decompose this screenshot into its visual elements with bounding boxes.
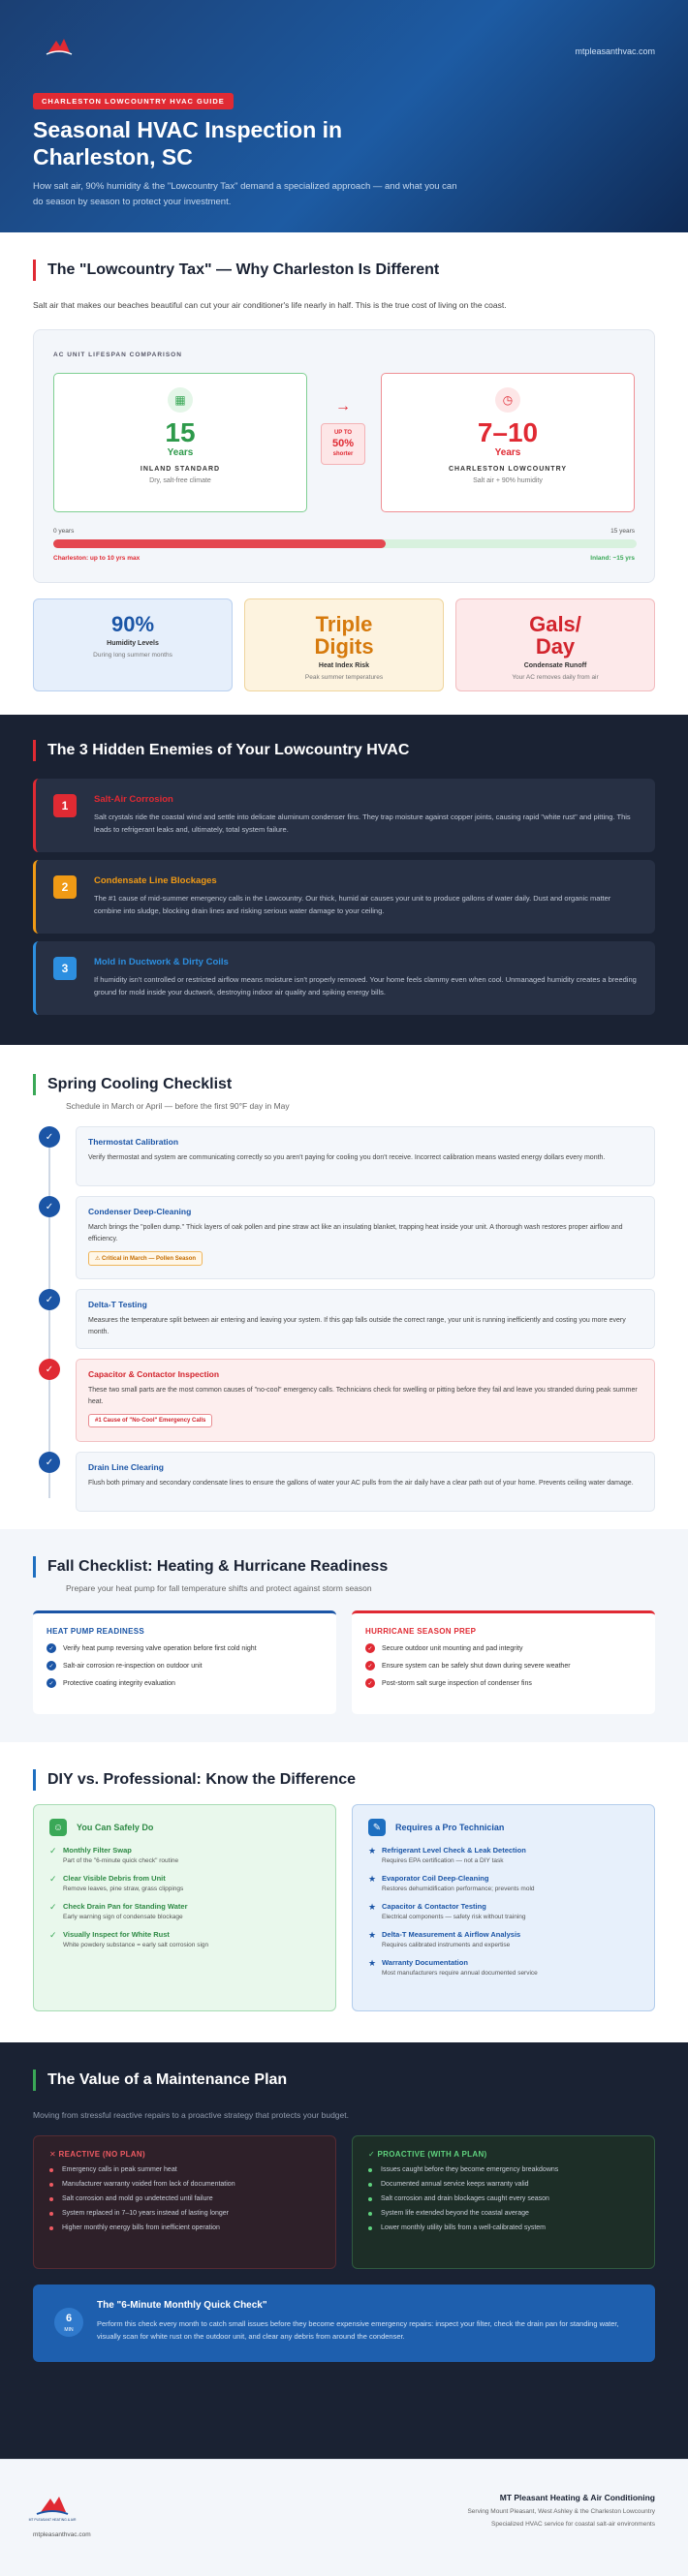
item-text: Emergency calls in peak summer heat xyxy=(62,2166,177,2173)
person-icon: ☺ xyxy=(49,1819,67,1836)
column-header xyxy=(368,1819,639,1836)
item-text: Salt-air corrosion re-inspection on outdoor unit xyxy=(63,1662,203,1670)
item-title: Thermostat Calibration xyxy=(88,1137,179,1147)
item-text: Lower monthly utility bills from a well-calibrated system xyxy=(381,2224,546,2231)
item-desc: Requires EPA certification — not a DIY task xyxy=(382,1857,504,1864)
check-icon: ✓ xyxy=(47,1678,56,1688)
inland-years-unit: Years xyxy=(167,447,194,458)
stat-desc: Peak summer temperatures xyxy=(304,674,384,681)
hero-subtitle: How salt air, 90% humidity & the "Lowcountry Tax" demand a specialized approach — and what you can do season by season to protect your investment. xyxy=(33,181,457,207)
charleston-caption: Charleston: up to 10 yrs max xyxy=(53,555,141,562)
scale-max: 15 years xyxy=(610,528,635,535)
item-title: Drain Line Clearing xyxy=(88,1462,164,1472)
diy-column xyxy=(33,1804,336,2011)
comparison-badge xyxy=(321,398,365,465)
enemy-card xyxy=(33,860,655,934)
pro-item xyxy=(368,1930,639,1948)
check-icon: ✓ xyxy=(49,1846,57,1855)
stat-label: Heat Index Risk xyxy=(318,662,370,669)
enemy-title: Condensate Line Blockages xyxy=(94,875,217,886)
item-text: Higher monthly energy bills from inefficient operation xyxy=(62,2224,220,2231)
pollen-warning-badge: ⚠ Critical in March — Pollen Season xyxy=(88,1251,203,1266)
item-desc: Restores dehumidification performance; prevents mold xyxy=(382,1886,535,1892)
charleston-label: CHARLESTON LOWCOUNTRY xyxy=(448,466,568,473)
section-intro: Schedule in March or April — before the first 90°F day in May xyxy=(66,1101,290,1111)
stat-label: Humidity Levels xyxy=(107,640,159,647)
inland-lifespan-card xyxy=(53,373,307,512)
spring-checklist-section xyxy=(0,1045,688,1529)
card-title: ✓ PROACTIVE (WITH A PLAN) xyxy=(368,2150,487,2159)
enemy-card xyxy=(33,941,655,1015)
section-title: Spring Cooling Checklist xyxy=(33,1074,232,1095)
lifespan-bar-fill xyxy=(53,539,386,548)
section-intro: Moving from stressful reactive repairs to a proactive strategy that protects your budget. xyxy=(33,2110,349,2120)
stat-value: Gals/ Day xyxy=(529,612,581,659)
enemy-title: Mold in Ductwork & Dirty Coils xyxy=(94,957,229,967)
clock-icon: ◷ xyxy=(495,387,520,413)
section-intro: Prepare your heat pump for fall temperature shifts and protect against storm season xyxy=(66,1583,372,1593)
list-item xyxy=(49,2195,320,2202)
inland-caption: Inland: ~15 yrs xyxy=(590,555,635,562)
card-title: HURRICANE SEASON PREP xyxy=(365,1627,477,1636)
item-desc: Most manufacturers require annual documented service xyxy=(382,1970,538,1977)
check-icon: ✓ xyxy=(365,1678,375,1688)
item-text: Ensure system can be safely shut down during severe weather xyxy=(382,1662,571,1670)
lowcountry-tax-section xyxy=(0,232,688,715)
item-text: Verify heat pump reversing valve operation before first cold night xyxy=(63,1644,257,1652)
diy-item xyxy=(49,1846,320,1864)
item-text: Protective coating integrity evaluation xyxy=(63,1679,175,1687)
list-item xyxy=(47,1643,323,1653)
pro-item xyxy=(368,1846,639,1864)
item-title: Condenser Deep-Cleaning xyxy=(88,1207,192,1216)
item-text: Issues caught before they become emergency breakdowns xyxy=(381,2166,559,2173)
checklist-item xyxy=(76,1196,655,1279)
shorter-badge xyxy=(321,423,365,465)
stat-card-runoff xyxy=(455,598,655,691)
company-name: MT Pleasant Heating & Air Conditioning xyxy=(499,2493,655,2502)
item-title: Capacitor & Contactor Inspection xyxy=(88,1369,220,1379)
timer-unit: MIN xyxy=(64,2327,74,2333)
item-title: Capacitor & Contactor Testing xyxy=(382,1902,486,1911)
item-desc: Flush both primary and secondary condensate lines to ensure the gallons of water your AC pulls from the air daily have a clear path out of your home. Prevents ceiling water damage. xyxy=(88,1480,634,1487)
quick-check-banner xyxy=(33,2285,655,2362)
item-desc: These two small parts are the most common causes of "no-cool" emergency calls. Technicians check for swelling or pitting before they fail and leave you stranded during peak summer heat. xyxy=(88,1387,638,1405)
star-icon: ★ xyxy=(368,1930,377,1940)
diy-item xyxy=(49,1874,320,1892)
list-item xyxy=(368,2166,639,2173)
list-item xyxy=(49,2224,320,2231)
footer-info xyxy=(467,2493,655,2528)
maintenance-plan-section xyxy=(0,2042,688,2459)
section-title: The 3 Hidden Enemies of Your Lowcountry HVAC xyxy=(33,740,409,761)
list-item xyxy=(49,2166,320,2173)
tagline: Specialized HVAC service for coastal salt-air environments xyxy=(491,2521,655,2528)
check-icon: ✓ xyxy=(49,1902,57,1912)
item-text: Secure outdoor unit mounting and pad integrity xyxy=(382,1644,523,1652)
star-icon: ★ xyxy=(368,1846,377,1855)
section-title: The Value of a Maintenance Plan xyxy=(33,2070,287,2091)
item-desc: Requires calibrated instruments and expertise xyxy=(382,1942,511,1948)
stat-value: Triple Digits xyxy=(314,612,374,659)
list-item xyxy=(47,1661,323,1671)
panel-title: AC UNIT LIFESPAN COMPARISON xyxy=(53,352,182,358)
item-title: Delta-T Testing xyxy=(88,1300,147,1309)
proactive-card xyxy=(352,2135,655,2269)
no-cool-badge: #1 Cause of "No-Cool" Emergency Calls xyxy=(88,1414,212,1427)
checklist-item xyxy=(76,1359,655,1442)
item-desc: Verify thermostat and system are communicating correctly so you aren't paying for cooling you don't receive. Incorrect calibration means wasted energy dollars every month. xyxy=(88,1154,606,1161)
hurricane-card xyxy=(352,1610,655,1714)
item-desc: Measures the temperature split between air entering and leaving your system. If this gap falls outside the correct range, your unit is running inefficiently and costing you more every month. xyxy=(88,1317,626,1335)
pro-item xyxy=(368,1902,639,1920)
timer-value: 6 xyxy=(65,2313,73,2324)
page-title: Seasonal HVAC Inspection in Charleston, SC xyxy=(33,117,343,169)
item-text: Salt corrosion and drain blockages caught every season xyxy=(381,2195,549,2202)
item-desc: White powdery substance = early salt corrosion sign xyxy=(63,1942,209,1948)
item-text: Documented annual service keeps warranty valid xyxy=(381,2181,529,2188)
list-item xyxy=(368,2210,639,2217)
item-text: Manufacturer warranty voided from lack of documentation xyxy=(62,2181,235,2188)
badge-post: shorter xyxy=(332,451,354,457)
check-icon: ✓ xyxy=(365,1661,375,1671)
check-icon: ✓ xyxy=(47,1643,56,1653)
item-title: Visually Inspect for White Rust xyxy=(63,1930,170,1939)
checklist-item xyxy=(76,1126,655,1186)
item-title: Check Drain Pan for Standing Water xyxy=(63,1902,188,1911)
pro-column xyxy=(352,1804,655,2011)
company-logo[interactable] xyxy=(45,33,74,63)
enemy-title: Salt-Air Corrosion xyxy=(94,794,173,805)
footer-logo[interactable] xyxy=(28,2489,77,2529)
scale-min: 0 years xyxy=(53,528,75,535)
check-icon: ✓ xyxy=(39,1359,60,1380)
item-title: Clear Visible Debris from Unit xyxy=(63,1874,166,1883)
enemy-number: 3 xyxy=(53,957,77,980)
timeline-line xyxy=(48,1140,50,1498)
fall-checklist-section xyxy=(0,1529,688,1742)
list-item xyxy=(368,2224,639,2231)
hidden-enemies-section xyxy=(0,715,688,1045)
item-text: Salt corrosion and mold go undetected until failure xyxy=(62,2195,213,2202)
banner-title: The "6-Minute Monthly Quick Check" xyxy=(97,2300,267,2311)
item-desc: Electrical components — safety risk without training xyxy=(382,1914,526,1920)
diy-item xyxy=(49,1930,320,1948)
card-title: HEAT PUMP READINESS xyxy=(47,1627,144,1636)
list-item xyxy=(365,1643,641,1653)
pro-item xyxy=(368,1874,639,1892)
stat-label: Condensate Runoff xyxy=(523,662,587,669)
site-url[interactable]: mtpleasanthvac.com xyxy=(575,46,655,56)
list-item xyxy=(368,2195,639,2202)
check-icon: ✓ xyxy=(39,1289,60,1310)
inland-desc: Dry, salt-free climate xyxy=(149,477,211,484)
item-text: System replaced in 7–10 years instead of lasting longer xyxy=(62,2210,229,2217)
enemy-desc: The #1 cause of mid-summer emergency calls in the Lowcountry. Our thick, humid air causes your unit to produce gallons of water daily. Dust and organic matter combine into sludge, blocking drain lines and risking serious water damage to your ceiling. xyxy=(94,894,611,915)
section-title: The "Lowcountry Tax" — Why Charleston Is Different xyxy=(33,260,439,281)
stat-card-humidity xyxy=(33,598,233,691)
star-icon: ★ xyxy=(368,1874,377,1884)
charleston-years-value: 7–10 xyxy=(477,417,539,447)
column-title: You Can Safely Do xyxy=(77,1823,154,1832)
item-desc: Remove leaves, pine straw, grass clippings xyxy=(63,1886,184,1892)
svg-text:MT PLEASANT HEATING & AIR: MT PLEASANT HEATING & AIR xyxy=(28,2518,77,2522)
checklist-item xyxy=(76,1289,655,1349)
column-header xyxy=(49,1819,320,1836)
list-item xyxy=(49,2210,320,2217)
diy-vs-pro-section xyxy=(0,1742,688,2042)
check-icon: ✓ xyxy=(49,1874,57,1884)
pro-item xyxy=(368,1958,639,1977)
stat-value: 90% xyxy=(110,612,155,636)
charleston-years-unit: Years xyxy=(494,447,521,458)
item-title: Evaporator Coil Deep-Cleaning xyxy=(382,1874,489,1883)
inland-years-value: 15 xyxy=(165,417,196,447)
item-title: Delta-T Measurement & Airflow Analysis xyxy=(382,1930,521,1939)
item-desc: Early warning sign of condensate blockage xyxy=(63,1914,183,1920)
section-title: Fall Checklist: Heating & Hurricane Readiness xyxy=(33,1556,388,1578)
list-item xyxy=(49,2181,320,2188)
timer-badge xyxy=(54,2308,83,2337)
checklist-item xyxy=(76,1452,655,1512)
lifespan-bar xyxy=(53,539,637,548)
lifespan-panel xyxy=(33,329,655,583)
grid-icon: ▦ xyxy=(168,387,193,413)
hero-section xyxy=(0,0,688,232)
diy-item xyxy=(49,1902,320,1920)
list-item xyxy=(365,1678,641,1688)
footer-url[interactable]: mtpleasanthvac.com xyxy=(33,2531,91,2538)
charleston-lifespan-card xyxy=(381,373,635,512)
check-icon: ✓ xyxy=(39,1126,60,1148)
section-title: DIY vs. Professional: Know the Difference xyxy=(33,1769,356,1791)
guide-tag: CHARLESTON LOWCOUNTRY HVAC GUIDE xyxy=(33,93,234,109)
enemy-card xyxy=(33,779,655,852)
list-item xyxy=(47,1678,323,1688)
inland-label: INLAND STANDARD xyxy=(140,466,221,473)
stat-desc: Your AC removes daily from air xyxy=(512,674,599,681)
check-icon: ✓ xyxy=(47,1661,56,1671)
item-text: Post-storm salt surge inspection of condenser fins xyxy=(382,1679,532,1687)
column-title: Requires a Pro Technician xyxy=(395,1823,505,1832)
charleston-desc: Salt air + 90% humidity xyxy=(473,477,543,484)
heat-pump-card xyxy=(33,1610,336,1714)
card-title: ✕ REACTIVE (NO PLAN) xyxy=(49,2150,145,2159)
arrow-right-icon: → xyxy=(335,398,351,414)
check-icon: ✓ xyxy=(39,1452,60,1473)
item-text: System life extended beyond the coastal average xyxy=(381,2210,529,2217)
wrench-icon: ✎ xyxy=(368,1819,386,1836)
list-item xyxy=(365,1661,641,1671)
item-title: Warranty Documentation xyxy=(382,1958,468,1967)
check-icon: ✓ xyxy=(365,1643,375,1653)
enemy-desc: If humidity isn't controlled or restricted airflow means moisture isn't properly removed. Your home feels clammy even when cool. Unmanaged humidity creates a breeding ground for mold inside your ductwork, destroying indoor air quality and spiking energy bills. xyxy=(94,975,637,997)
item-desc: Part of the "6-minute quick check" routine xyxy=(63,1857,179,1864)
check-icon: ✓ xyxy=(49,1930,57,1940)
item-title: Monthly Filter Swap xyxy=(63,1846,132,1855)
star-icon: ★ xyxy=(368,1902,377,1912)
list-item xyxy=(368,2181,639,2188)
footer xyxy=(0,2459,688,2576)
item-desc: March brings the "pollen dump." Thick layers of oak pollen and pine straw act like an insulating blanket, trapping heat inside your unit. A thorough wash restores proper airflow and efficiency. xyxy=(88,1224,623,1242)
check-icon: ✓ xyxy=(39,1196,60,1217)
banner-desc: Perform this check every month to catch small issues before they become expensive emergency repairs: inspect your filter, check the drain pan for standing water, visually scan for white rust on the outdoor unit, and clear any debris from around the condenser. xyxy=(97,2319,619,2341)
enemy-number: 1 xyxy=(53,794,77,817)
enemy-number: 2 xyxy=(53,875,77,899)
service-areas: Serving Mount Pleasant, West Ashley & the Charleston Lowcountry xyxy=(467,2508,655,2515)
section-intro: Salt air that makes our beaches beautiful can cut your air conditioner's life nearly in half. This is the true cost of living on the coast. xyxy=(33,300,507,310)
badge-value: 50% xyxy=(331,438,355,449)
stat-desc: During long summer months xyxy=(93,652,172,659)
stat-card-heat xyxy=(244,598,444,691)
star-icon: ★ xyxy=(368,1958,377,1968)
reactive-card xyxy=(33,2135,336,2269)
item-title: Refrigerant Level Check & Leak Detection xyxy=(382,1846,526,1855)
badge-pre: UP TO xyxy=(333,430,353,436)
enemy-desc: Salt crystals ride the coastal wind and settle into delicate aluminum condenser fins. They trap moisture against copper joints, causing rapid "white rust" and pitting. This leads to refrigerant leaks and, ultimately, total system failure. xyxy=(94,813,631,834)
